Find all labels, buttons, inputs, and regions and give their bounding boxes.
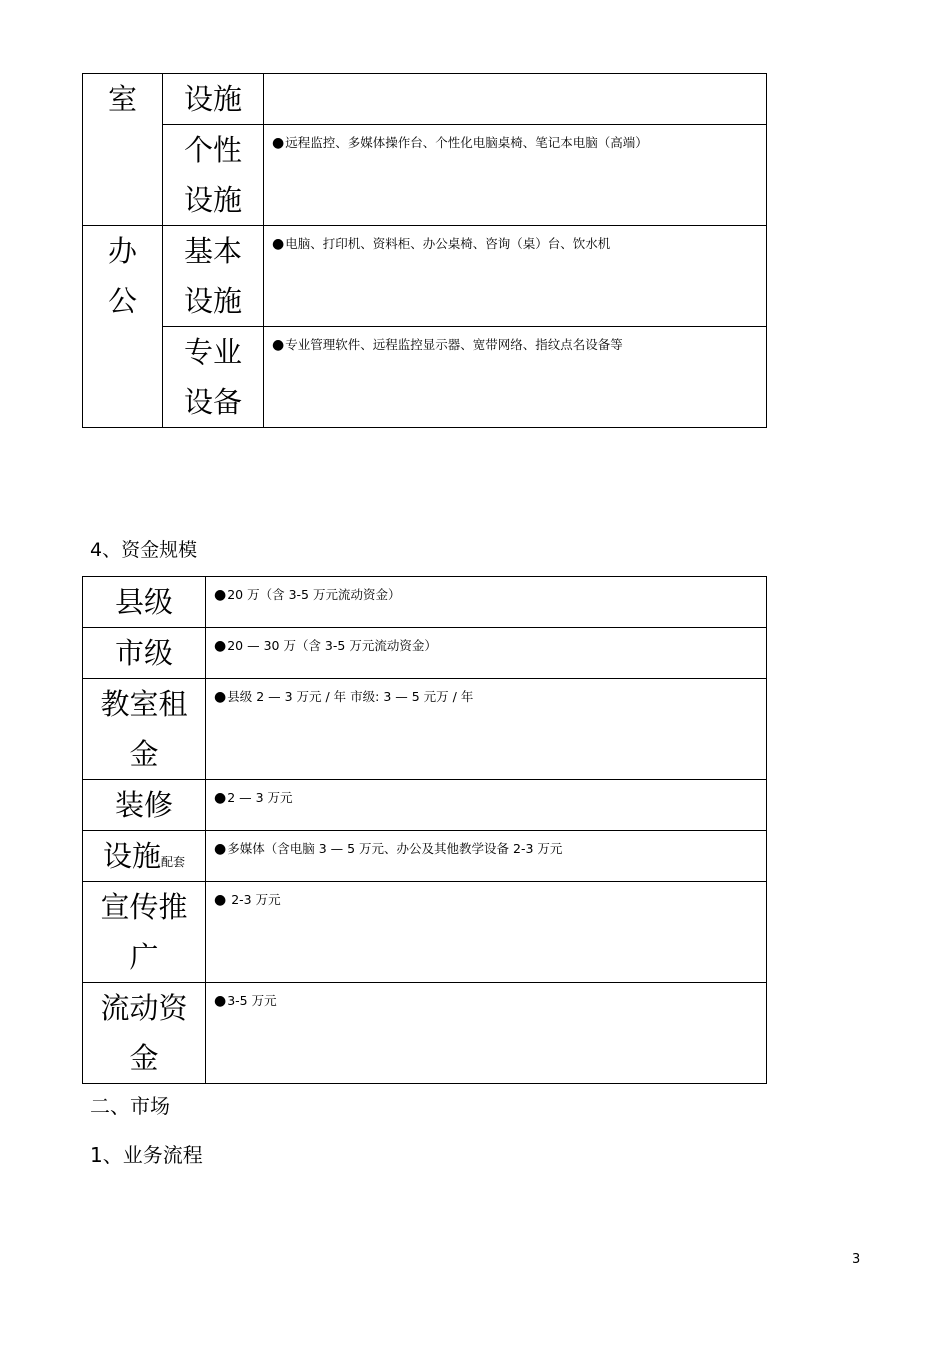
category-label: 个性设施	[183, 133, 242, 217]
bullet-icon: ●	[272, 236, 285, 252]
content-cell	[264, 125, 767, 226]
row-label: 流动资金	[100, 991, 188, 1075]
category-cell	[163, 327, 264, 428]
row-label: 县级	[114, 585, 173, 619]
office-label-cell	[83, 226, 163, 428]
classroom-label-cell	[83, 74, 163, 226]
content-text: 2-3 万元	[227, 892, 281, 907]
label-cell	[83, 831, 206, 882]
content-cell	[206, 577, 767, 628]
bullet-icon: ●	[272, 337, 285, 353]
label-cell	[83, 679, 206, 780]
content-cell	[264, 74, 767, 125]
label-cell	[83, 882, 206, 983]
content-text: 县级 2 — 3 万元 / 年 市级: 3 — 5 元万 / 年	[227, 689, 474, 704]
row-label: 装修	[114, 788, 173, 822]
classroom-label: 室	[107, 82, 137, 116]
content-text: 3-5 万元	[227, 993, 277, 1008]
content-text: 20 — 30 万（含 3-5 万元流动资金）	[227, 638, 437, 653]
bullet-icon: ●	[214, 993, 227, 1009]
label-cell	[83, 577, 206, 628]
content-cell	[206, 831, 767, 882]
row-label-note: 配套	[161, 855, 186, 869]
page-number: 3	[852, 1252, 861, 1267]
bullet-icon: ●	[214, 587, 227, 603]
category-cell	[163, 125, 264, 226]
section-heading: 二、市场	[90, 1094, 170, 1118]
row-label: 教室租金	[100, 687, 188, 771]
category-label: 专业设备	[183, 335, 242, 419]
content-cell	[206, 882, 767, 983]
bullet-icon: ●	[214, 790, 227, 806]
category-cell	[163, 74, 264, 125]
content-text: 电脑、打印机、资料柜、办公桌椅、咨询（桌）台、饮水机	[285, 236, 611, 251]
content-cell	[264, 327, 767, 428]
label-cell	[83, 780, 206, 831]
content-cell	[206, 780, 767, 831]
content-cell	[264, 226, 767, 327]
content-text: 多媒体（含电脑 3 — 5 万元、办公及其他教学设备 2-3 万元	[227, 841, 563, 856]
content-cell	[206, 983, 767, 1084]
sub-heading: 1、业务流程	[90, 1143, 203, 1167]
bullet-icon: ●	[214, 892, 227, 908]
row-label: 宣传推广	[100, 890, 188, 974]
category-label: 基本设施	[183, 234, 242, 318]
category-cell	[163, 226, 264, 327]
content-cell	[206, 679, 767, 780]
row-label: 设施	[102, 839, 161, 873]
category-label: 设施	[183, 82, 242, 116]
capital-heading: 4、资金规模	[90, 539, 198, 561]
content-text: 专业管理软件、远程监控显示器、宽带网络、指纹点名设备等	[285, 337, 623, 352]
content-text: 远程监控、多媒体操作台、个性化电脑桌椅、笔记本电脑（高端）	[285, 135, 648, 150]
bullet-icon: ●	[272, 135, 285, 151]
label-cell	[83, 983, 206, 1084]
content-text: 20 万（含 3-5 万元流动资金）	[227, 587, 401, 602]
row-label: 市级	[114, 636, 173, 670]
bullet-icon: ●	[214, 638, 227, 654]
content-text: 2 — 3 万元	[227, 790, 293, 805]
bullet-icon: ●	[214, 689, 227, 705]
content-cell	[206, 628, 767, 679]
bullet-icon: ●	[214, 841, 227, 857]
label-cell	[83, 628, 206, 679]
capital-table	[82, 576, 767, 1084]
facilities-table	[82, 73, 767, 428]
office-label: 办公	[107, 234, 137, 318]
